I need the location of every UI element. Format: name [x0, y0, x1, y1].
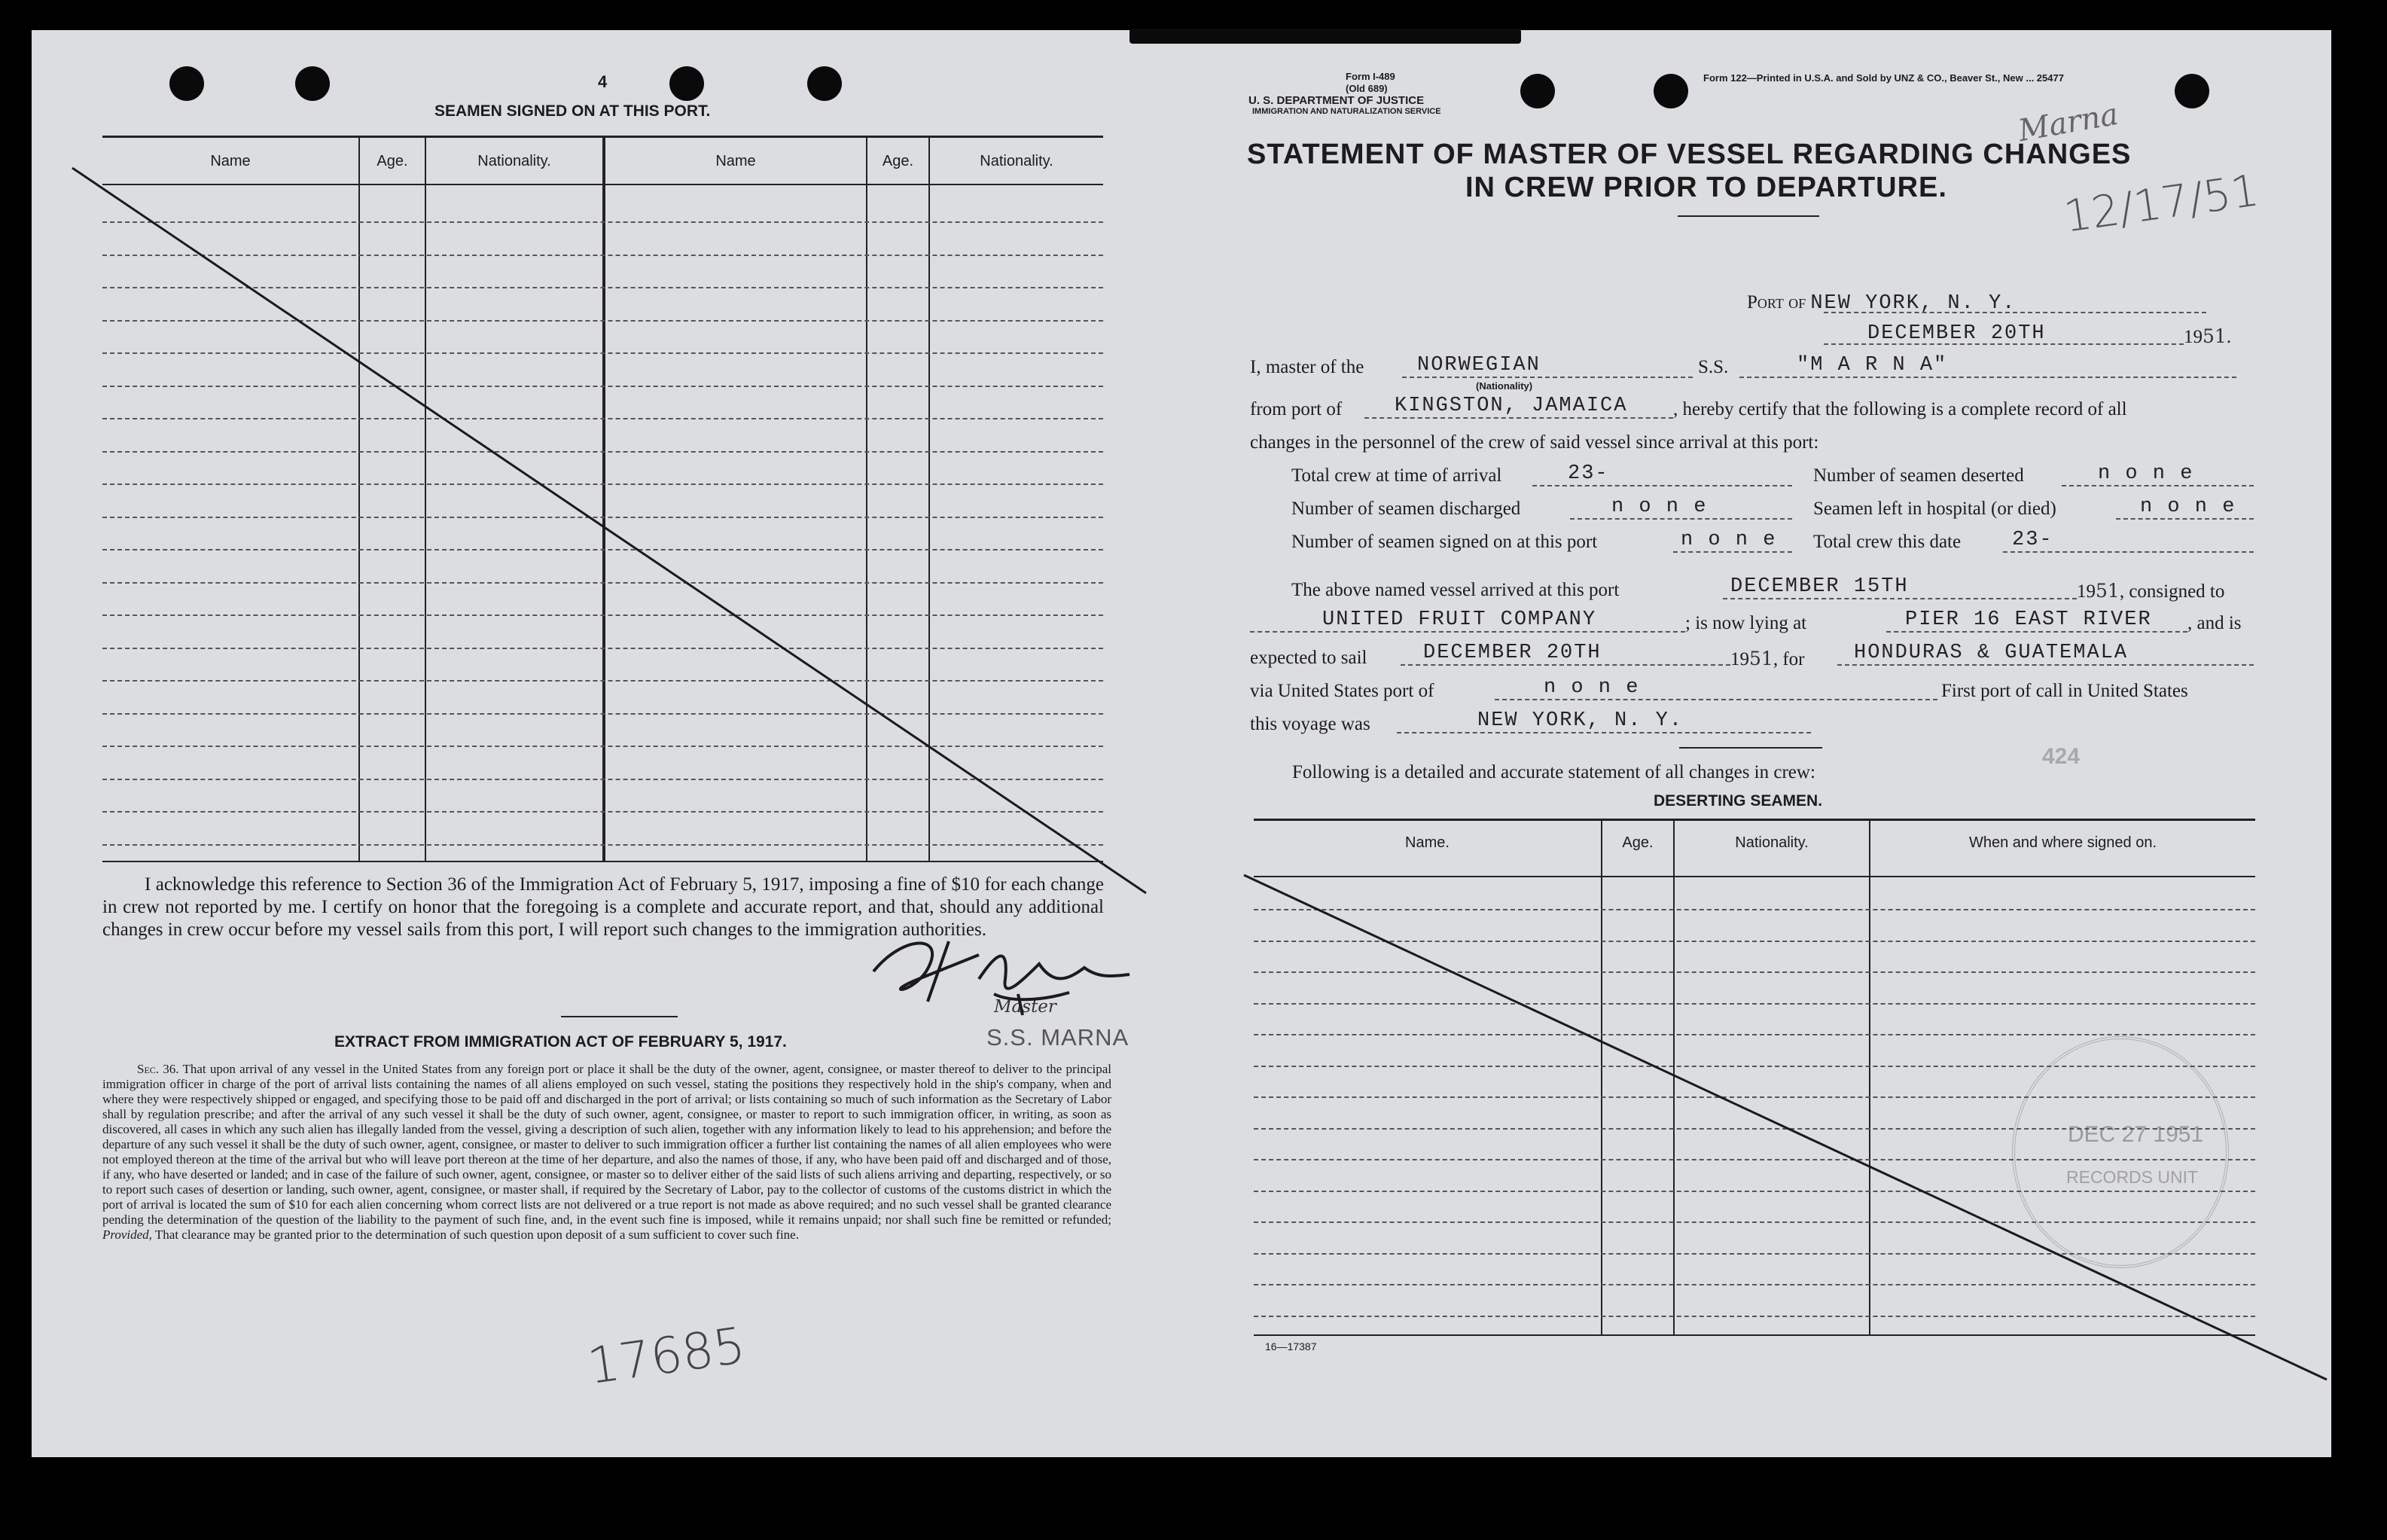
year-value: 51	[2203, 325, 2227, 347]
handwritten-vessel: Marna	[2016, 96, 2121, 149]
service: IMMIGRATION AND NATURALIZATION SERVICE	[1252, 107, 1441, 116]
for-label: , for	[1773, 649, 1805, 669]
stamp-unit: RECORDS UNIT	[2066, 1167, 2199, 1187]
master-of-label: I, master of the	[1250, 357, 1364, 377]
consignee-value: UNITED FRUIT COMPANY	[1322, 608, 1597, 631]
port-label: Port of	[1747, 292, 1806, 313]
sail-year-value: 51	[1749, 648, 1773, 669]
form-old-number: (Old 689)	[1346, 83, 1388, 94]
column-header-age: Age.	[1622, 834, 1654, 851]
voyage-label: this voyage was	[1250, 714, 1370, 734]
certify-text: , hereby certify that the following is a complete record of all	[1673, 399, 2127, 419]
total-crew-date-label: Total crew this date	[1813, 532, 1962, 552]
printer-line: Form 122—Printed in U.S.A. and Sold by UNZ & CO., Beaver St., New ... 25477	[1703, 72, 2064, 84]
master-signature	[873, 941, 1129, 1015]
department: U. S. DEPARTMENT OF JUSTICE	[1248, 94, 1425, 107]
following-text: Following is a detailed and accurate statement of all changes in crew:	[1292, 762, 1815, 782]
date-value: DECEMBER 20TH	[1867, 322, 2046, 345]
column-header-nationality: Nationality.	[477, 153, 551, 169]
handwritten-file-number: 17685	[584, 1316, 749, 1396]
column-header-nationality: Nationality.	[1735, 834, 1809, 851]
footer-code: 16—17387	[1265, 1340, 1317, 1352]
column-header-age: Age.	[882, 153, 914, 169]
discharged-value: n o n e	[1611, 496, 1708, 518]
form-number: Form I-489	[1346, 71, 1395, 82]
port-value: NEW YORK, N. Y.	[1810, 292, 2017, 315]
and-is-label: , and is	[2187, 613, 2242, 633]
acknowledgment-text: I acknowledge this reference to Section 36 of the Immigration Act of February 5, 1917, imposing a fine of $10 for each change in crew not reported by me. I certify on honor that the foregoing is a complete and accurate report, and that, should any additional changes in crew occur before my vessel sails from this port, I will report such changes to the immigration authorities.	[102, 874, 1104, 940]
faint-number: 424	[2042, 744, 2081, 769]
section-body: That upon arrival of any vessel in the United States from any foreign port or place it shall be the duty of the owner, agent, consignee, or master thereof to deliver to the principal immigration officer in charge of the port of arrival lists containing the names of all aliens employed on such vessel, stating the positions they respectively hold in the ship's company, when and where they were respectively shipped or engaged, and specifying those to be paid off and discharged in the port of arrival; or lists containing so much of such information as the Secretary of Labor shall by regulation prescribe; and after the arrival of any such vessel it shall be the duty of such owner, agent, consignee, or master to report to such immigration officer, in writing, as soon as discovered, all cases in which any such alien has illegally landed from the vessel, giving a description of such alien, together with any information likely to lead to his apprehension; and before the departure of any such vessel it shall be the duty of such owner, agent, consignee, or master to deliver to such immigration officer a further list containing the names of all alien employees who were not employed thereon at the time of the arrival but who will leave port thereon at the time of her departure, and also the names of those, if any, who have been paid off and discharged and of those, if any, who have deserted or landed; and in case of the failure of such owner, agent, consignee, or master so to deliver either of the said lists of such aliens arriving and departing, respectively, or so to report such cases of desertion or landing, such owner, agent, consignee, or master shall, if required by the Secretary of Labor, pay to the collector of customs of the customs district in which the port of arrival is located the sum of $10 for each alien concerning whom correct lists are not delivered or a true report is not made as above required; and no such vessel shall be granted clearance pending the determination of the question of the liability to the payment of such fine, and, in the event such fine is imposed, while it remains unpaid; nor shall such fine be remitted or refunded;	[102, 1062, 1111, 1227]
arrived-year-prefix: 19	[2077, 581, 2096, 602]
section-tail: That clearance may be granted prior to the determination of such question upon deposit of a sum sufficient to cover such fine.	[154, 1227, 799, 1242]
total-crew-date-value: 23-	[2012, 529, 2053, 551]
signed-on-label: Number of seamen signed on at this port	[1291, 532, 1598, 552]
changes-text: changes in the personnel of the crew of said vessel since arrival at this port:	[1250, 432, 1819, 453]
vessel-stamp: S.S. MARNA	[986, 1024, 1129, 1051]
from-port-value: KINGSTON, JAMAICA	[1395, 395, 1628, 417]
lying-label: ; is now lying at	[1685, 613, 1807, 633]
year-comma: .	[2226, 327, 2232, 347]
first-port-value: NEW YORK, N. Y.	[1477, 709, 1684, 732]
arrived-label: The above named vessel arrived at this port	[1291, 580, 1620, 600]
total-crew-arrival-value: 23-	[1568, 462, 1609, 485]
expected-label: expected to sail	[1250, 648, 1367, 668]
column-header-name: Name.	[1405, 834, 1450, 851]
nationality-caption: (Nationality)	[1476, 380, 1533, 392]
column-header-nationality: Nationality.	[980, 153, 1053, 169]
column-header-name: Name	[715, 153, 756, 169]
signed-on-value: n o n e	[1681, 529, 1777, 551]
handwritten-date: 12/17/51	[2060, 164, 2262, 242]
hospital-label: Seamen left in hospital (or died)	[1813, 499, 2056, 519]
page-number: 4	[598, 72, 608, 91]
consigned-label: , consigned to	[2119, 581, 2225, 602]
section-title: SEAMEN SIGNED ON AT THIS PORT.	[434, 102, 711, 120]
year-prefix: 19	[2184, 327, 2203, 347]
ship-value: "M A R N A"	[1797, 354, 1948, 377]
section-label: Sec. 36.	[137, 1062, 179, 1076]
deserted-label: Number of seamen deserted	[1813, 465, 2024, 486]
stamp-date: DEC 27 1951	[2068, 1122, 2204, 1147]
form-title-line2: IN CREW PRIOR TO DEPARTURE.	[1465, 172, 1947, 203]
arrived-value: DECEMBER 15TH	[1730, 575, 1909, 598]
deserted-value: n o n e	[2098, 462, 2194, 485]
column-header-name: Name	[210, 153, 251, 169]
hospital-value: n o n e	[2140, 496, 2236, 518]
provided-word: Provided,	[102, 1227, 152, 1242]
total-crew-arrival-label: Total crew at time of arrival	[1291, 465, 1502, 486]
first-port-label: First port of call in United States	[1941, 681, 2188, 701]
column-header-age: Age.	[376, 153, 408, 169]
lying-value: PIER 16 EAST RIVER	[1905, 608, 2152, 631]
master-label: Master	[994, 997, 1056, 1017]
sail-year-prefix: 19	[1730, 649, 1749, 669]
extract-title: EXTRACT FROM IMMIGRATION ACT OF FEBRUARY 5, 1917.	[334, 1033, 787, 1051]
sail-value: DECEMBER 20TH	[1423, 642, 1602, 664]
via-value: n o n e	[1544, 676, 1640, 699]
deserting-title: DESERTING SEAMEN.	[1654, 792, 1823, 810]
right-crossout-line	[1244, 875, 2327, 1380]
ss-label: S.S.	[1698, 357, 1729, 377]
left-crossout-line	[72, 168, 1146, 893]
column-header-signed-on: When and where signed on.	[1968, 834, 2157, 851]
nationality-value: NORWEGIAN	[1417, 354, 1541, 377]
form-title-line1: STATEMENT OF MASTER OF VESSEL REGARDING CHANGES	[1247, 139, 2132, 170]
arrived-year-value: 51	[2096, 580, 2120, 602]
destination-value: HONDURAS & GUATEMALA	[1854, 642, 2129, 664]
from-port-label: from port of	[1250, 399, 1343, 419]
via-label: via United States port of	[1250, 681, 1434, 701]
discharged-label: Number of seamen discharged	[1291, 499, 1521, 519]
